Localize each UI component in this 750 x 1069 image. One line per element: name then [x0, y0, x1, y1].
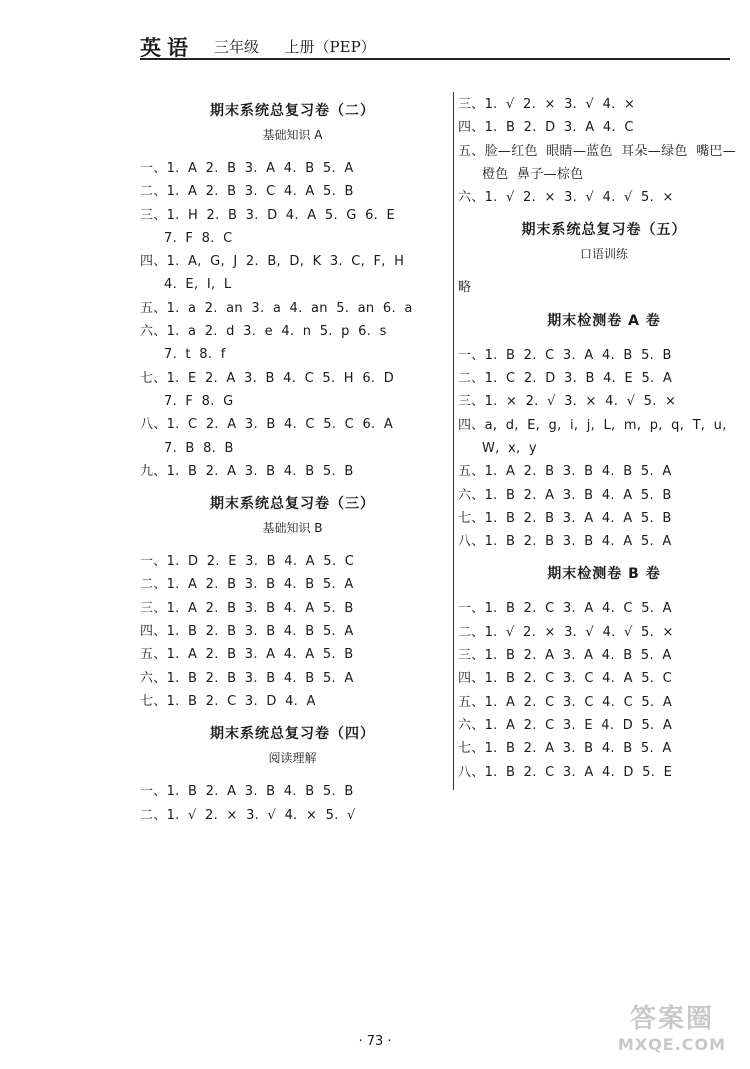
answer-lines [140, 157, 445, 483]
answer-line: 二、1. C 2. D 3. B 4. E 5. A [458, 371, 673, 387]
answer-section [458, 563, 750, 783]
answer-line: 三、1. √ 2. × 3. √ 4. × [458, 97, 636, 112]
answer-line: 七、1. E 2. A 3. B 4. C 5. H 6. D [140, 370, 395, 386]
answer-line: 五、1. A 2. B 3. A 4. A 5. B [140, 647, 354, 663]
answer-line: W, x, y [482, 440, 537, 456]
page-number: · 73 · [358, 1034, 392, 1049]
answer-line: 六、1. B 2. B 3. B 4. B 5. A [140, 670, 354, 686]
answer-line: 7. F 8. C [164, 230, 233, 246]
header-rule [140, 58, 730, 60]
section-title: 期末检测卷 B 卷 [547, 566, 661, 583]
section-title: 期末检测卷 A 卷 [547, 312, 661, 329]
answer-section [140, 723, 445, 827]
section-title: 期末系统总复习卷（三） [210, 496, 375, 513]
answer-line: 二、1. √ 2. × 3. √ 4. √ 5. × [458, 624, 674, 640]
right-sections [458, 219, 750, 783]
section-title: 期末系统总复习卷（五） [521, 222, 687, 239]
answer-line: 七、1. B 2. B 3. A 4. A 5. B [458, 510, 672, 526]
answer-line: 二、1. A 2. B 3. C 4. A 5. B [140, 184, 354, 200]
answer-lines [458, 344, 750, 554]
left-column [140, 100, 445, 837]
answer-line: 六、1. B 2. A 3. B 4. A 5. B [458, 487, 672, 503]
answer-line: 7. t 8. f [164, 347, 226, 363]
watermark-logo-text: 答案圈 [629, 1004, 714, 1034]
answer-line: 八、1. B 2. B 3. B 4. A 5. A [458, 534, 672, 550]
answer-lines [140, 550, 445, 713]
answer-line: 4. E, I, L [164, 277, 232, 293]
subject-title: 英语 [140, 35, 194, 60]
answer-line: 一、1. B 2. C 3. A 4. B 5. B [458, 347, 672, 363]
answer-line: 八、1. C 2. A 3. B 4. C 5. C 6. A [140, 417, 394, 433]
answer-line: 五、脸—红色 眼睛—蓝色 耳朵—绿色 嘴巴— [458, 143, 736, 159]
answer-line: 九、1. B 2. A 3. B 4. B 5. B [140, 463, 354, 479]
answer-line: 五、1. A 2. B 3. B 4. B 5. A [458, 464, 672, 480]
answer-line: 三、1. A 2. B 3. B 4. A 5. B [140, 600, 354, 616]
answer-line: 五、1. A 2. C 3. C 4. C 5. A [458, 694, 673, 710]
answer-lines [458, 597, 750, 783]
section-title: 期末系统总复习卷（二） [210, 103, 375, 119]
section-subtitle: 基础知识 A [262, 128, 323, 142]
continued-answers [458, 93, 750, 209]
answer-line: 六、1. a 2. d 3. e 4. n 5. p 6. s [140, 324, 387, 340]
answer-section [140, 493, 445, 713]
answer-line: 一、1. B 2. A 3. B 4. B 5. B [140, 784, 354, 800]
answer-section [140, 100, 445, 483]
answer-line: 四、a, d, E, g, i, j, L, m, p, q, T, u, [458, 417, 727, 433]
answer-line: 六、1. A 2. C 3. E 4. D 5. A [458, 717, 673, 733]
answer-line: 六、1. √ 2. × 3. √ 4. √ 5. × [458, 190, 674, 206]
answer-line: 三、1. × 2. √ 3. × 4. √ 5. × [458, 394, 677, 410]
answer-line: 一、1. A 2. B 3. A 4. B 5. A [140, 161, 354, 176]
answer-line: 四、1. B 2. C 3. C 4. A 5. C [458, 671, 673, 687]
answer-line: 四、1. B 2. B 3. B 4. B 5. A [140, 624, 354, 640]
section-subtitle: 阅读理解 [268, 751, 317, 766]
answer-line: 七、1. B 2. A 3. B 4. B 5. A [458, 741, 672, 757]
answer-line: 三、1. B 2. A 3. A 4. B 5. A [458, 648, 672, 664]
answer-line: 五、1. a 2. an 3. a 4. an 5. an 6. a [140, 300, 413, 316]
column-divider [453, 92, 454, 790]
answer-line: 7. B 8. B [164, 440, 234, 456]
answer-line: 四、1. A, G, J 2. B, D, K 3. C, F, H [140, 254, 405, 270]
section-title: 期末系统总复习卷（四） [210, 726, 375, 743]
answer-line: 7. F 8. G [164, 393, 234, 409]
answer-line: 七、1. B 2. C 3. D 4. A [140, 693, 316, 709]
answer-line: 三、1. H 2. B 3. D 4. A 5. G 6. E [140, 207, 396, 223]
answer-line: 八、1. B 2. C 3. A 4. D 5. E [458, 764, 673, 780]
answer-line: 略 [458, 280, 472, 296]
watermark-url: MXQE.COM [617, 1035, 727, 1054]
grade-label: 三年级 上册（PEP） [214, 38, 376, 56]
answer-section [458, 310, 750, 554]
answer-line: 四、1. B 2. D 3. A 4. C [458, 120, 634, 136]
answer-section [458, 219, 750, 299]
answer-line: 二、1. √ 2. × 3. √ 4. × 5. √ [140, 807, 356, 823]
answer-lines [458, 276, 750, 299]
section-subtitle: 基础知识 B [262, 521, 323, 536]
right-column [458, 93, 750, 794]
answer-line: 橙色 鼻子—棕色 [482, 166, 584, 182]
watermark-logo [602, 1003, 742, 1063]
answer-line: 一、1. B 2. C 3. A 4. C 5. A [458, 601, 672, 617]
answer-line: 二、1. A 2. B 3. B 4. B 5. A [140, 577, 354, 593]
answer-line: 一、1. D 2. E 3. B 4. A 5. C [140, 554, 355, 570]
section-subtitle: 口语训练 [579, 247, 628, 262]
answer-lines [140, 780, 445, 827]
